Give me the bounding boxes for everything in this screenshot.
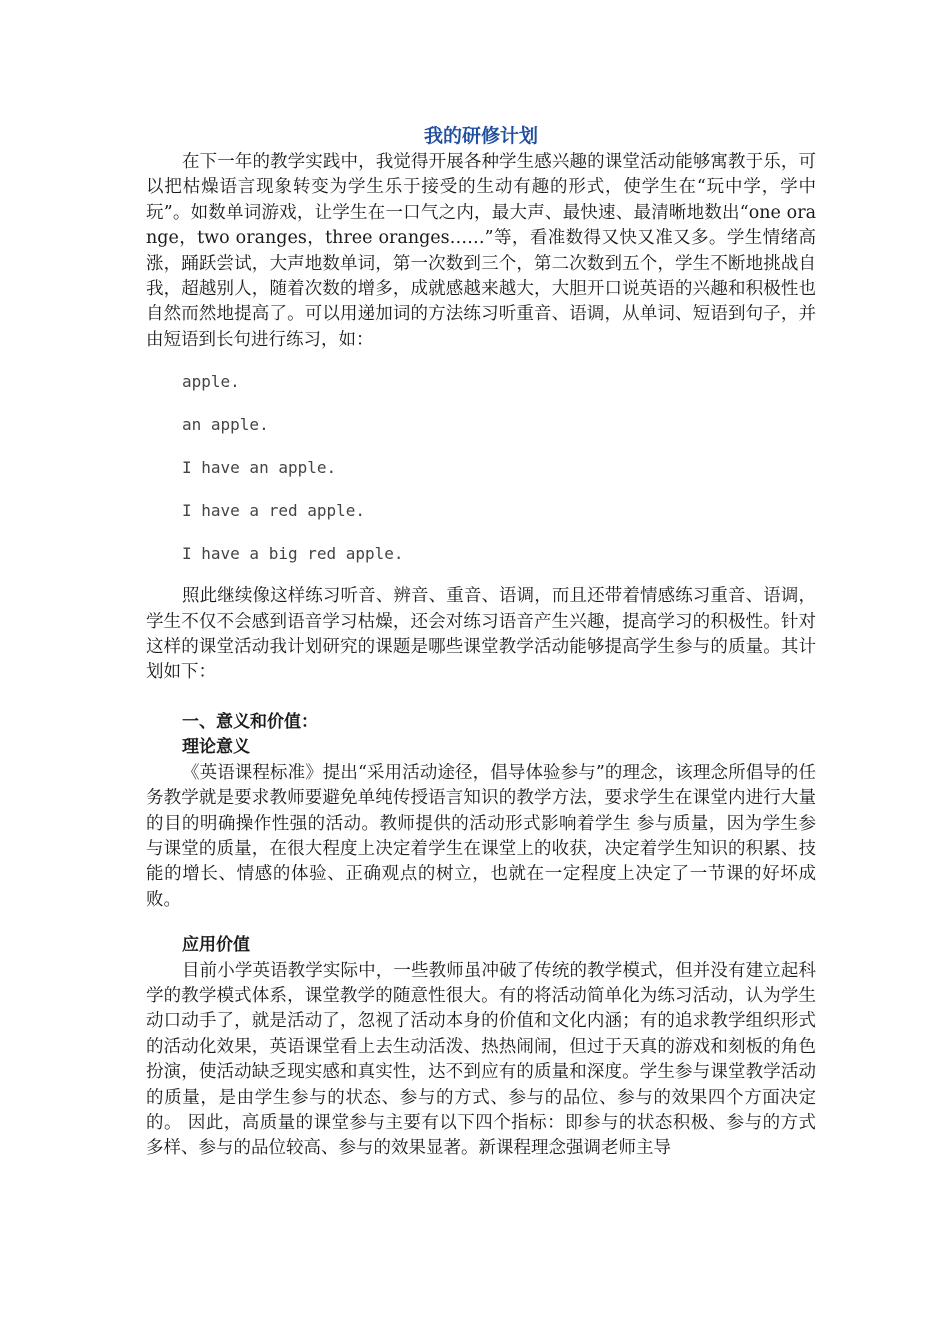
example-list: [146, 370, 816, 566]
section-heading-meaning: 一、意义和价值：: [182, 711, 318, 732]
plan-paragraph: 照此继续像这样练习听音、辨音、重音、语调，而且还带着情感练习重音、语调，学生不仅不会感到语音学习枯燥，还会对练习语音产生兴趣，提高学习的积极性。针对这样的课堂活动我计划研究的课题是哪些课堂教学活动能够提高学生参与的质量。其计划如下：: [146, 586, 816, 683]
theory-paragraph: 《英语课程标准》提出“采用活动途径，倡导体验参与”的理念，该理念所倡导的任务教学就是要求教师要避免单纯传授语言知识的教学方法，要求学生在课堂内进行大量的目的明确操作性强的活动。教师提供的活动形式影响着学生 参与质量，因为学生参与课堂的质量，在很大程度上决定着学生在课堂上的收获，决定着学生知识的积累、技能的增长、情感的体验、正确观点的树立，也就在一定程度上决定了一节课的好坏成败。: [146, 762, 816, 910]
example-line: an apple.: [182, 415, 269, 435]
example-line: I have a red apple.: [182, 501, 366, 521]
intro-paragraph: 在下一年的教学实践中，我觉得开展各种学生感兴趣的课堂活动能够寓教于乐，可以把枯燥语言现象转变为学生乐于接受的生动有趣的形式，使学生在“玩中学，学中玩”。如数单词游戏，让学生在一口气之内，最大声、最快速、最清晰地数出“one orange，two oranges，three oranges……”等，看准数得又快又准又多。学生情绪高涨，踊跃尝试，大声地数单词，第一次数到三个，第二次数到五个，学生不断地挑战自我，超越别人，随着次数的增多，成就感越来越大，大胆开口说英语的兴趣和积极性也自然而然地提高了。可以用递加词的方法练习听重音、语调，从单词、短语到句子，并由短语到长句进行练习，如：: [146, 152, 816, 350]
subheading-theory: 理论意义: [182, 737, 250, 758]
document-page: [146, 122, 816, 1162]
document-title: 我的研修计划: [423, 125, 538, 147]
application-paragraph: 目前小学英语教学实际中，一些教师虽冲破了传统的教学模式，但并没有建立起科学的教学模式体系，课堂教学的随意性很大。有的将活动简单化为练习活动，认为学生动口动手了，就是活动了，忽视了活动本身的价值和文化内涵；有的追求教学组织形式的活动化效果，英语课堂看上去生动活泼、热热闹闹，但过于天真的游戏和刻板的角色扮演，使活动缺乏现实感和真实性，达不到应有的质量和深度。学生参与课堂教学活动的质量，是由学生参与的状态、参与的方式、参与的品位、参与的效果四个方面决定的。 因此，高质量的课堂参与主要有以下四个指标：即参与的状态积极、参与的方式多样、参与的品位较高、参与的效果显著。新课程理念强调老师主导: [146, 960, 816, 1159]
example-line: I have an apple.: [182, 458, 337, 478]
example-line: apple.: [182, 372, 240, 392]
example-line: I have a big red apple.: [182, 544, 404, 564]
subheading-application: 应用价值: [182, 935, 250, 956]
